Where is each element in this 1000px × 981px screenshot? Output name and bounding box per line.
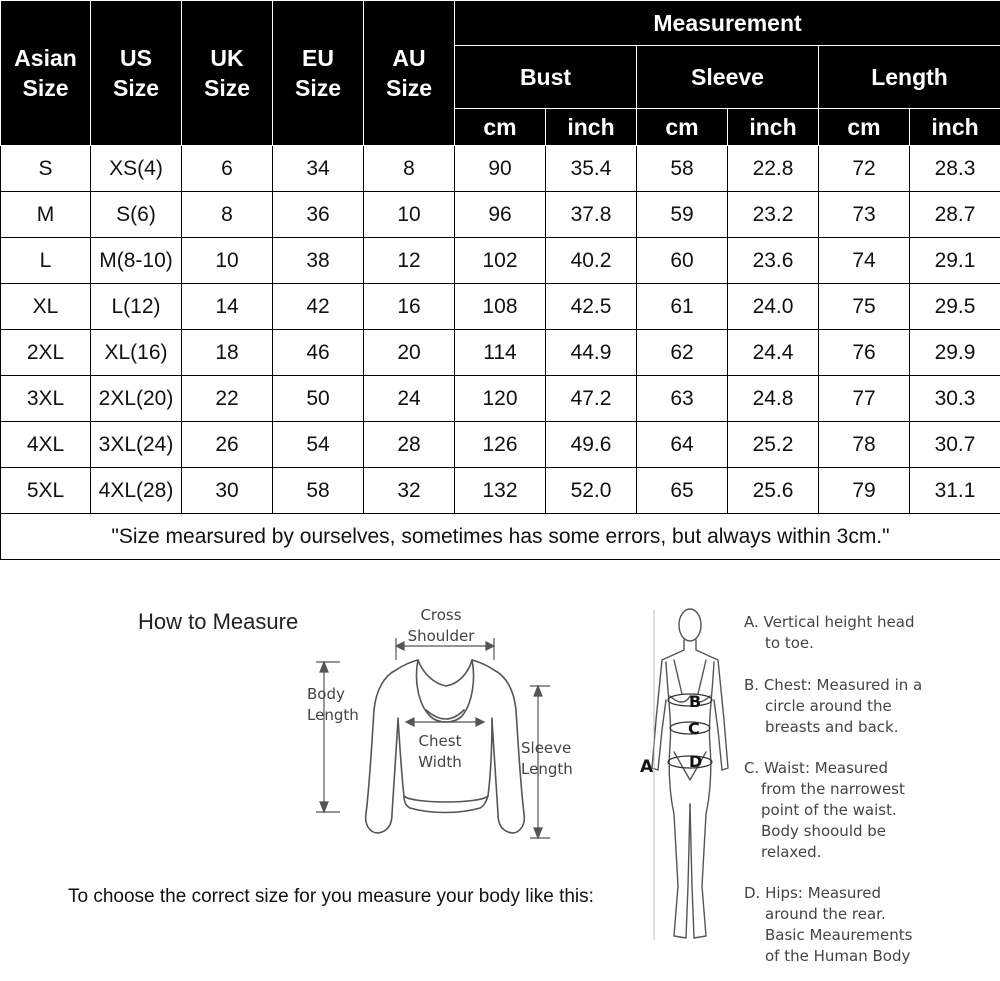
size-note: "Size mearsured by ourselves, sometimes has some errors, but always within 3cm."	[1, 514, 1000, 560]
cell-bust-cm: 132	[455, 468, 546, 514]
cell-uk: 14	[182, 284, 273, 330]
cell-uk: 6	[182, 146, 273, 192]
cell-bust-cm: 96	[455, 192, 546, 238]
cell-asian: L	[1, 238, 91, 284]
marker-d: D	[689, 752, 703, 771]
cell-us: M(8-10)	[91, 238, 182, 284]
cell-uk: 10	[182, 238, 273, 284]
header-au-size: AU Size	[364, 1, 455, 146]
cell-bust-inch: 35.4	[546, 146, 637, 192]
header-asian-size: Asian Size	[1, 1, 91, 146]
cell-length-inch: 28.7	[910, 192, 1000, 238]
note-d: D. Hips: Measured around the rear. Basic Meaurements of the Human Body	[744, 884, 913, 965]
cell-asian: 2XL	[1, 330, 91, 376]
cell-bust-inch: 47.2	[546, 376, 637, 422]
cell-us: L(12)	[91, 284, 182, 330]
cell-sleeve-inch: 24.8	[728, 376, 819, 422]
header-sleeve: Sleeve	[637, 46, 819, 109]
unit-cm: cm	[455, 109, 546, 146]
cell-sleeve-inch: 25.6	[728, 468, 819, 514]
sleeve-length-label: Sleeve Length	[521, 739, 573, 778]
cell-uk: 22	[182, 376, 273, 422]
cell-au: 32	[364, 468, 455, 514]
header-eu-size: EU Size	[273, 1, 364, 146]
table-row	[1, 468, 1000, 514]
cell-us: 4XL(28)	[91, 468, 182, 514]
cell-uk: 18	[182, 330, 273, 376]
cell-sleeve-inch: 23.2	[728, 192, 819, 238]
cell-asian: 4XL	[1, 422, 91, 468]
cell-sleeve-inch: 24.0	[728, 284, 819, 330]
table-row	[1, 238, 1000, 284]
cell-bust-inch: 49.6	[546, 422, 637, 468]
cell-us: S(6)	[91, 192, 182, 238]
cell-eu: 34	[273, 146, 364, 192]
cell-us: XL(16)	[91, 330, 182, 376]
cell-length-inch: 29.5	[910, 284, 1000, 330]
cell-length-cm: 72	[819, 146, 910, 192]
cell-bust-cm: 120	[455, 376, 546, 422]
cell-sleeve-cm: 60	[637, 238, 728, 284]
cell-uk: 26	[182, 422, 273, 468]
unit-inch: inch	[910, 109, 1000, 146]
cell-asian: 5XL	[1, 468, 91, 514]
table-row	[1, 376, 1000, 422]
unit-cm: cm	[637, 109, 728, 146]
cell-length-cm: 73	[819, 192, 910, 238]
note-a: A. Vertical height head to toe.	[744, 613, 915, 652]
chest-width-label: Chest Width	[418, 732, 462, 771]
how-to-measure-title: How to Measure	[138, 609, 299, 634]
cell-length-cm: 79	[819, 468, 910, 514]
note-c: C. Waist: Measured from the narrowest point of the waist. Body shoould be relaxed.	[744, 759, 905, 861]
cell-us: 3XL(24)	[91, 422, 182, 468]
cell-sleeve-inch: 23.6	[728, 238, 819, 284]
cell-length-cm: 74	[819, 238, 910, 284]
marker-c: C	[688, 719, 700, 738]
marker-b: B	[689, 692, 702, 711]
cell-au: 8	[364, 146, 455, 192]
cell-asian: S	[1, 146, 91, 192]
cell-bust-inch: 40.2	[546, 238, 637, 284]
cell-sleeve-cm: 59	[637, 192, 728, 238]
cell-length-inch: 29.1	[910, 238, 1000, 284]
cell-au: 28	[364, 422, 455, 468]
cell-au: 10	[364, 192, 455, 238]
table-row	[1, 284, 1000, 330]
cell-bust-cm: 114	[455, 330, 546, 376]
header-length: Length	[819, 46, 1000, 109]
cell-length-inch: 31.1	[910, 468, 1000, 514]
cell-length-cm: 76	[819, 330, 910, 376]
cell-au: 16	[364, 284, 455, 330]
cross-shoulder-label: Cross Shoulder	[407, 606, 475, 645]
unit-cm: cm	[819, 109, 910, 146]
unit-inch: inch	[728, 109, 819, 146]
cell-bust-cm: 90	[455, 146, 546, 192]
cell-au: 12	[364, 238, 455, 284]
unit-inch: inch	[546, 109, 637, 146]
cell-au: 24	[364, 376, 455, 422]
cell-sleeve-cm: 64	[637, 422, 728, 468]
cell-length-inch: 30.7	[910, 422, 1000, 468]
cell-sleeve-cm: 63	[637, 376, 728, 422]
cell-eu: 54	[273, 422, 364, 468]
cell-eu: 58	[273, 468, 364, 514]
cell-length-cm: 77	[819, 376, 910, 422]
cell-sleeve-cm: 58	[637, 146, 728, 192]
cell-eu: 42	[273, 284, 364, 330]
header-measurement: Measurement	[455, 1, 1000, 46]
cell-uk: 8	[182, 192, 273, 238]
cell-length-inch: 28.3	[910, 146, 1000, 192]
header-us-size: US Size	[91, 1, 182, 146]
cell-au: 20	[364, 330, 455, 376]
cell-bust-inch: 52.0	[546, 468, 637, 514]
cell-us: XS(4)	[91, 146, 182, 192]
table-row	[1, 330, 1000, 376]
cell-sleeve-inch: 22.8	[728, 146, 819, 192]
cell-bust-cm: 126	[455, 422, 546, 468]
cell-bust-cm: 108	[455, 284, 546, 330]
body-length-label: Body Length	[307, 685, 359, 724]
cell-sleeve-cm: 62	[637, 330, 728, 376]
cell-asian: XL	[1, 284, 91, 330]
cell-eu: 38	[273, 238, 364, 284]
header-bust: Bust	[455, 46, 637, 109]
cell-bust-inch: 44.9	[546, 330, 637, 376]
cell-bust-inch: 42.5	[546, 284, 637, 330]
cell-length-inch: 29.9	[910, 330, 1000, 376]
cell-eu: 36	[273, 192, 364, 238]
cell-length-cm: 78	[819, 422, 910, 468]
cell-sleeve-cm: 61	[637, 284, 728, 330]
human-body-diagram	[640, 600, 740, 950]
cell-sleeve-inch: 25.2	[728, 422, 819, 468]
cell-length-cm: 75	[819, 284, 910, 330]
table-row	[1, 192, 1000, 238]
table-row	[1, 422, 1000, 468]
note-b: B. Chest: Measured in a circle around the breasts and back.	[744, 676, 923, 736]
choose-size-instruction: To choose the correct size for you measure your body like this:	[68, 886, 594, 907]
cell-uk: 30	[182, 468, 273, 514]
cell-asian: M	[1, 192, 91, 238]
cell-bust-cm: 102	[455, 238, 546, 284]
marker-a: A	[640, 757, 654, 777]
cell-bust-inch: 37.8	[546, 192, 637, 238]
cell-eu: 50	[273, 376, 364, 422]
cell-eu: 46	[273, 330, 364, 376]
cell-asian: 3XL	[1, 376, 91, 422]
table-row	[1, 146, 1000, 192]
cell-sleeve-cm: 65	[637, 468, 728, 514]
cell-sleeve-inch: 24.4	[728, 330, 819, 376]
header-uk-size: UK Size	[182, 1, 273, 146]
cell-us: 2XL(20)	[91, 376, 182, 422]
cell-length-inch: 30.3	[910, 376, 1000, 422]
